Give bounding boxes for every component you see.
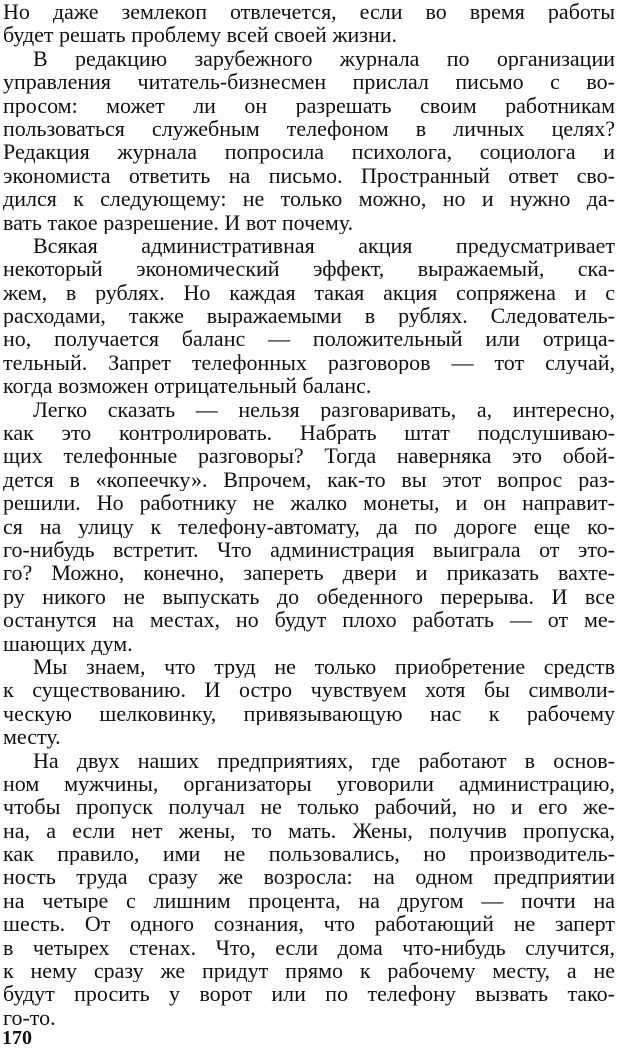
text-line: экономиста ответить на письмо. Пространный ответ сво- (3, 163, 615, 188)
text-line: будут просить у ворот или по телефону вызвать тако- (3, 982, 615, 1006)
text-line: дется в «копеечку». Впрочем, как-то вы этот вопрос раз- (3, 467, 615, 492)
text-line: на четыре с лишним процента, на другом — почти на (3, 888, 615, 913)
text-line: ческую шелковинку, привязывающую нас к рабочему (3, 701, 615, 726)
text-line: останутся на местах, но будут плохо работать — от ме- (3, 608, 615, 632)
text-line: тельный. Запрет телефонных разговоров — тот случай, (3, 350, 615, 375)
text-line: просом: может ли он разрешать своим работникам (3, 93, 615, 117)
text-line: го-нибудь встретит. Что администрация выиграла от это- (3, 537, 615, 562)
text-line: будет решать проблему всей своей жизни. (3, 23, 398, 47)
text-line: расходами, также выражаемыми в рублях. Следователь- (3, 304, 615, 328)
page-number: 170 (2, 1027, 32, 1049)
text-line: решили. Но работнику не жалко монеты, и он направит- (3, 491, 615, 515)
text-line: когда возможен отрицательный баланс. (3, 374, 372, 398)
text-line: Но даже землекоп отвлечется, если во время работы (3, 0, 615, 24)
text-line: ру никого не выпускать до обеденного перерыва. И все (3, 584, 615, 609)
text-line: месту. (3, 725, 61, 749)
text-line: вать такое разрешение. И вот почему. (3, 210, 354, 234)
text-line: как это контролировать. Набрать штат подслушиваю- (3, 421, 615, 445)
text-line: к существованию. И остро чувствуем хотя бы символи- (3, 678, 615, 702)
text-line: Редакция журнала попросила психолога, социолога и (3, 140, 615, 164)
text-line: На двух наших предприятиях, где работают в основ- (33, 748, 615, 772)
text-line: пользоваться служебным телефоном в личных целях? (3, 116, 615, 141)
text-line: щих телефонные разговоры? Тогда наверняка это обой- (3, 444, 615, 468)
text-line: в четырех стенах. Что, если дома что-нибудь случится, (3, 935, 615, 960)
text-line: ность труда сразу же возросла: на одном предприятии (3, 865, 615, 889)
text-line: жем, в рублях. Но каждая такая акция сопряжена и с (3, 280, 615, 305)
text-line: дился к следующему: не только можно, но и нужно да- (3, 187, 615, 211)
text-line: Легко сказать — нельзя разговаривать, а, интересно, (33, 397, 615, 422)
text-line: шесть. От одного сознания, что работающий не заперт (3, 912, 615, 936)
text-line: Мы знаем, что труд не только приобретение средств (33, 654, 615, 679)
text-line: го? Можно, конечно, запереть двери и приказать вахте- (3, 561, 615, 585)
text-line: к нему сразу же придут прямо к рабочему месту, а не (3, 959, 615, 983)
text-line: шающих дум. (3, 631, 133, 655)
text-line: ся на улицу к телефону-автомату, да по дороге еще ко- (3, 514, 615, 538)
text-line: некоторый экономический эффект, выражаемый, ска- (3, 257, 615, 281)
page-text (3, 0, 615, 1029)
text-line: В редакцию зарубежного журнала по организации (33, 46, 615, 71)
text-line: Всякая административная акция предусматривает (33, 233, 615, 258)
text-line: го-то. (3, 1005, 56, 1030)
text-line: чтобы пропуск получал не только рабочий, но и его же- (3, 795, 615, 819)
text-line: управления читатель-бизнесмен прислал письмо с во- (3, 70, 615, 94)
text-line: но, получается баланс — положительный или отрица- (3, 327, 615, 351)
text-line: на, а если нет жены, то мать. Жены, получив пропуска, (3, 818, 615, 843)
text-line: ном мужчины, организаторы уговорили администрацию, (3, 771, 615, 796)
text-line: как правило, ими не пользовались, но производитель- (3, 842, 615, 866)
